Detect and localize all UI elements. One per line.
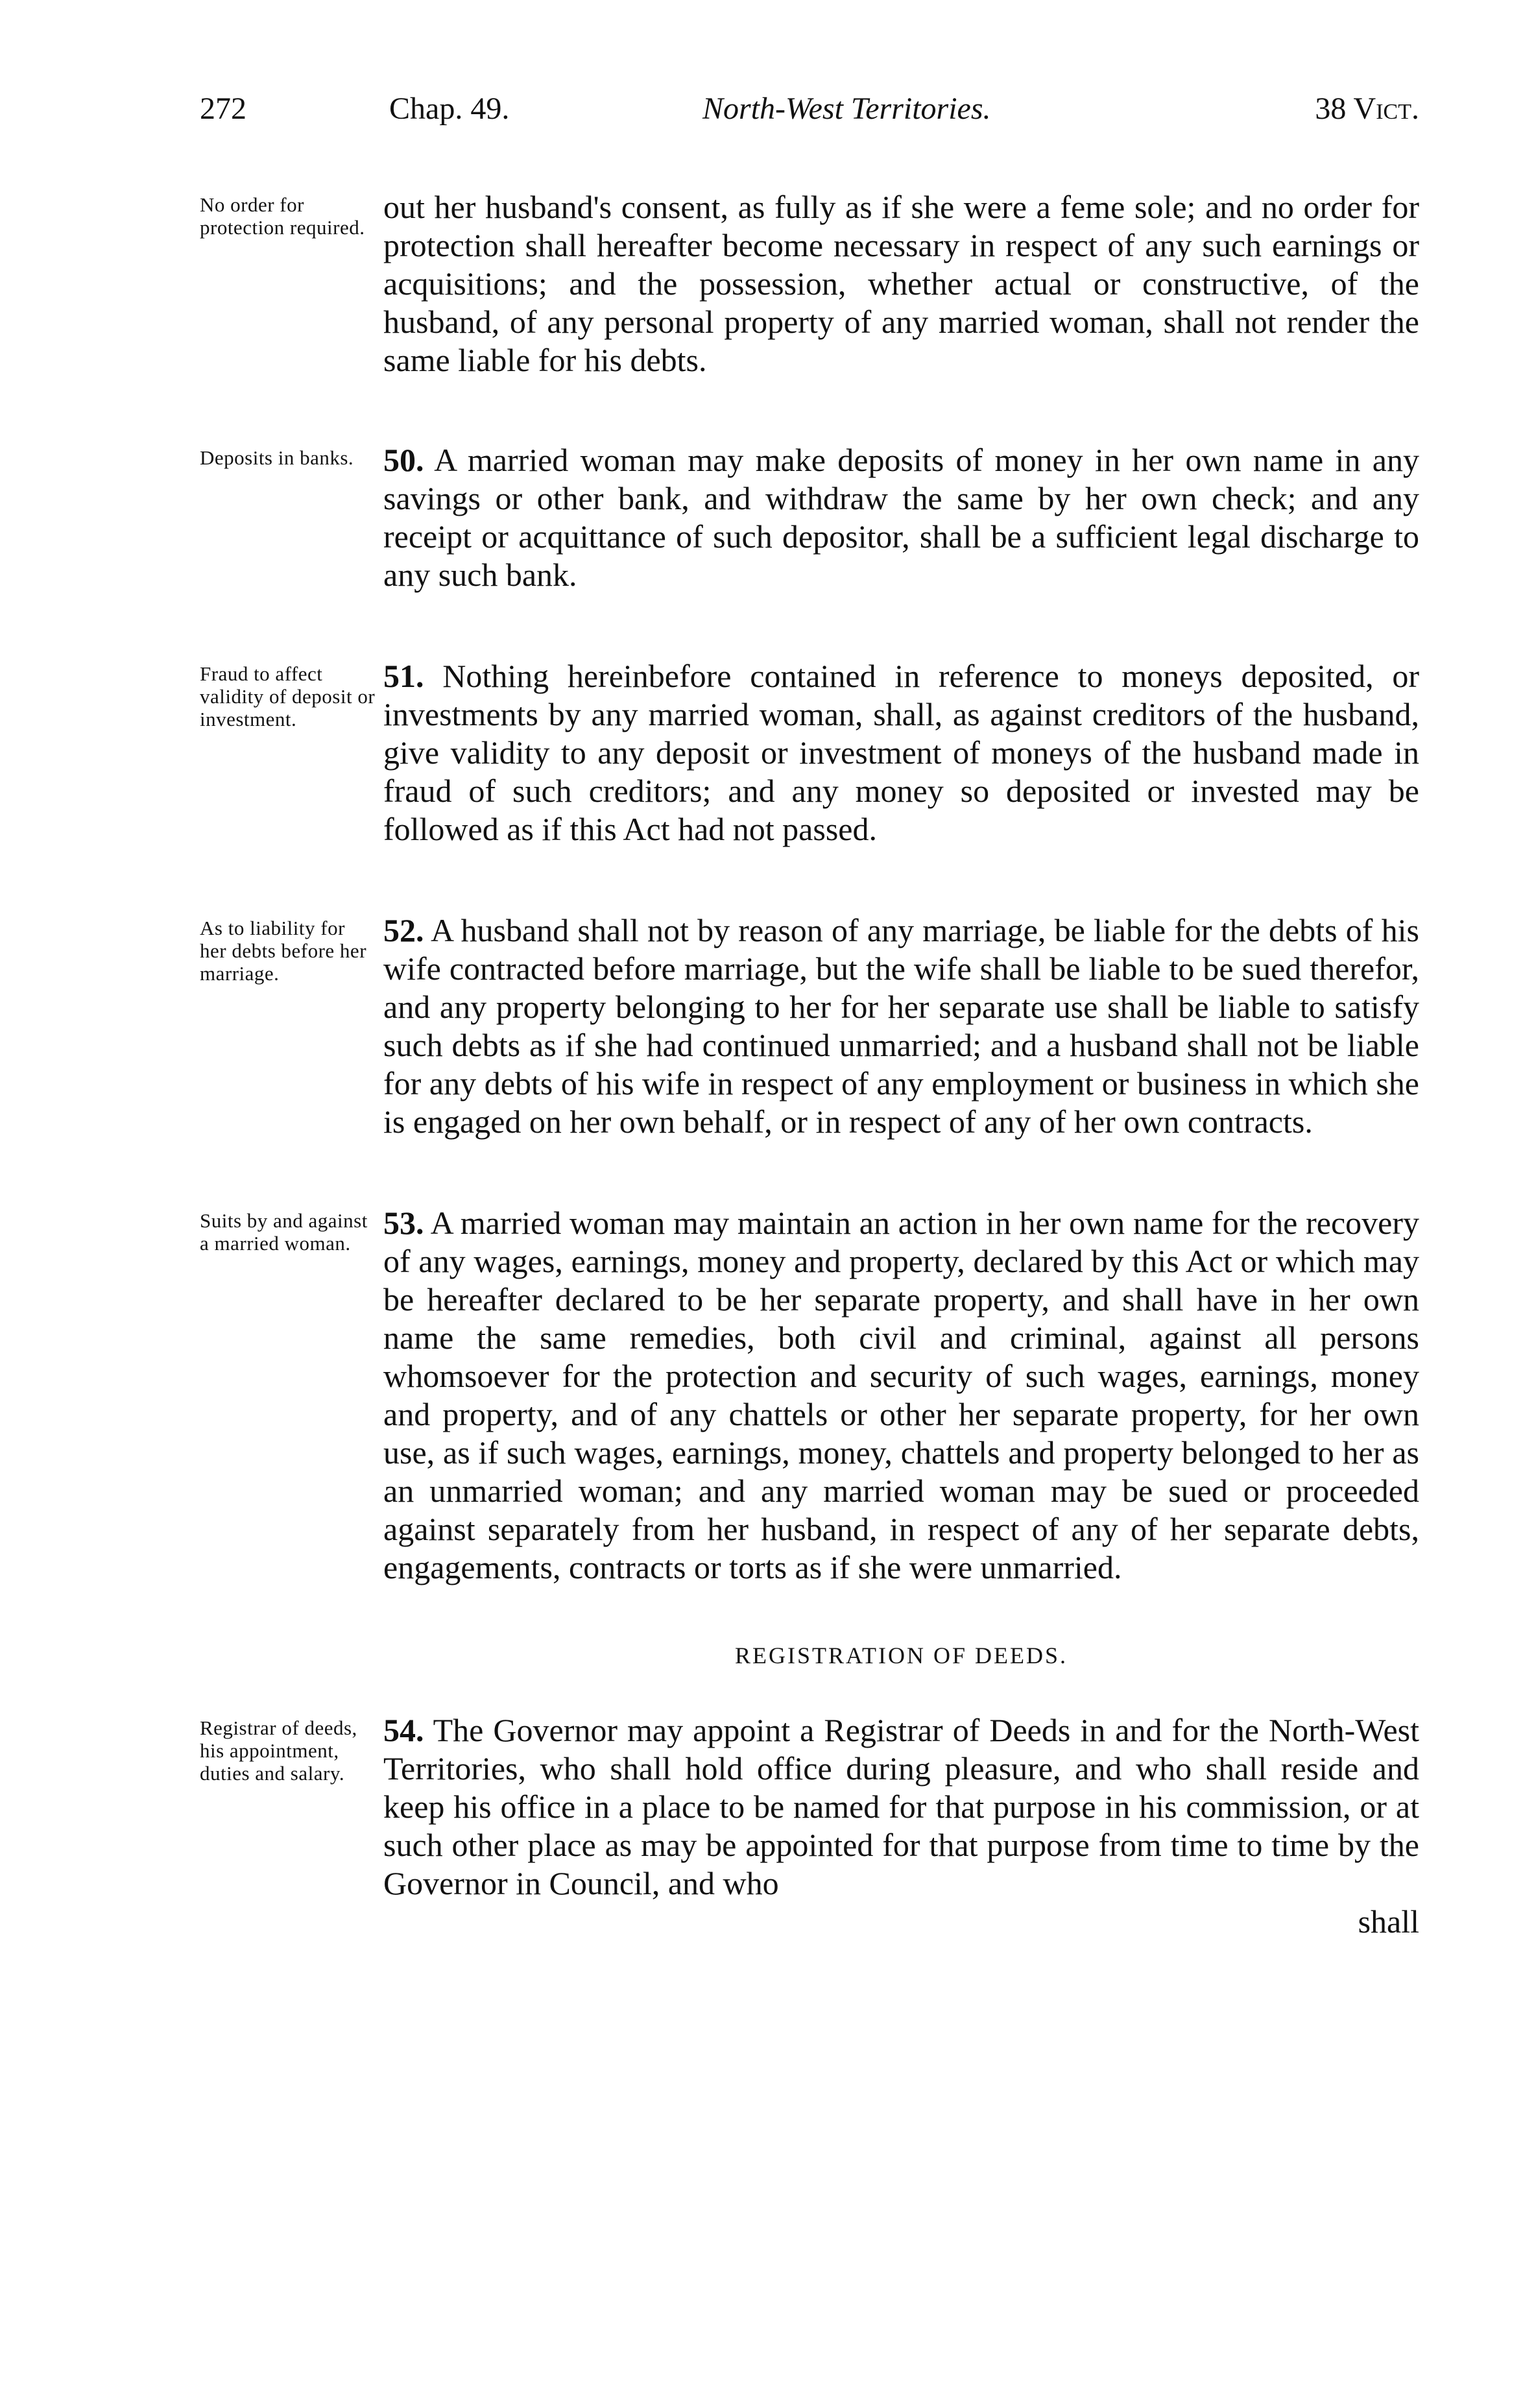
section-text xyxy=(383,1711,1419,1903)
catchword: shall xyxy=(1358,1903,1419,1940)
section-body: A married woman may make deposits of money in her own name in any savings or other bank, and withdraw the same by her own check; and any receipt or acquittance of such depositor, shall be a sufficient legal discharge to any such bank. xyxy=(383,442,1419,593)
running-header xyxy=(200,91,1419,143)
section-text xyxy=(383,657,1419,849)
section-text xyxy=(383,911,1419,1141)
margin-note: As to liability for her debts before her marriage. xyxy=(200,917,367,985)
margin-note: No order for protection required. xyxy=(200,193,365,239)
page-body xyxy=(200,188,1419,1941)
section-number: 51. xyxy=(383,658,424,694)
paragraph-text: out her husband's consent, as fully as if she were a feme sole; and no order for protection shall hereafter become necessary in respect of any such earnings or acquisitions; and the possession, whether actual or constructive, of the husband, of any personal property of any married woman, shall not render the same liable for his debts. xyxy=(383,189,1419,378)
running-title: North-West Territories. xyxy=(702,91,991,126)
margin-note: Suits by and against a married woman. xyxy=(200,1209,368,1255)
section-52 xyxy=(200,911,1419,1141)
section-body: A married woman may maintain an action in her own name for the recovery of any wages, earnings, money and property, declared by this Act or which may be hereafter declared to be her separate property, and shall have in her own name the same remedies, both civil and criminal, against all persons whomsoever for the protection and security of such wages, earnings, money and property, and of any chattels or other her separate property, for her own use, as if such wages, earnings, money, chattels and property belonged to her as an unmarried woman; and any married woman may be sued or proceeded against separately from her husband, in respect of any of her separate debts, engagements, contracts or torts as if she were unmarried. xyxy=(383,1205,1419,1585)
section-heading: REGISTRATION OF DEEDS. xyxy=(734,1643,1068,1668)
section-number: 52. xyxy=(383,912,424,948)
section-number: 53. xyxy=(383,1205,424,1241)
section-number: 54. xyxy=(383,1712,424,1748)
section-text xyxy=(383,1204,1419,1587)
regnal-year: 38 Vict. xyxy=(1315,91,1419,126)
section-body: Nothing hereinbefore contained in reference to moneys deposited, or investments by any married woman, shall, as against creditors of the husband, give validity to any deposit or investment of moneys of the husband made in fraud of such creditors; and any money so deposited or invested may be followed as if this Act had not passed. xyxy=(383,658,1419,847)
section-53 xyxy=(200,1204,1419,1587)
section-50 xyxy=(200,441,1419,594)
section-body: A husband shall not by reason of any marriage, be liable for the debts of his wife contracted before marriage, but the wife shall be liable to be sued therefor, and any property belonging to her for her separate use shall be liable to satisfy such debts as if she had continued unmarried; and a husband shall not be liable for any debts of his wife in respect of any employment or business in which she is engaged on her own behalf, or in respect of any of her own contracts. xyxy=(383,912,1419,1140)
margin-note: Deposits in banks. xyxy=(200,446,354,469)
margin-note: Registrar of deeds, his appointment, duties and salary. xyxy=(200,1716,357,1785)
section-51 xyxy=(200,657,1419,849)
section-text xyxy=(383,441,1419,594)
page-number: 272 xyxy=(200,91,246,126)
margin-note: Fraud to affect validity of deposit or investment. xyxy=(200,662,376,730)
section-body: The Governor may appoint a Registrar of Deeds in and for the North-West Territories, who shall hold office during pleasure, and who shall reside and keep his office in a place to be named for that purpose in his commission, or at such other place as may be appointed for that purpose from time to time by the Governor in Council, and who xyxy=(383,1712,1419,1901)
continued-paragraph xyxy=(200,188,1419,379)
chapter-label: Chap. 49. xyxy=(389,91,510,126)
section-number: 50. xyxy=(383,442,424,478)
section-54 xyxy=(200,1711,1419,1903)
